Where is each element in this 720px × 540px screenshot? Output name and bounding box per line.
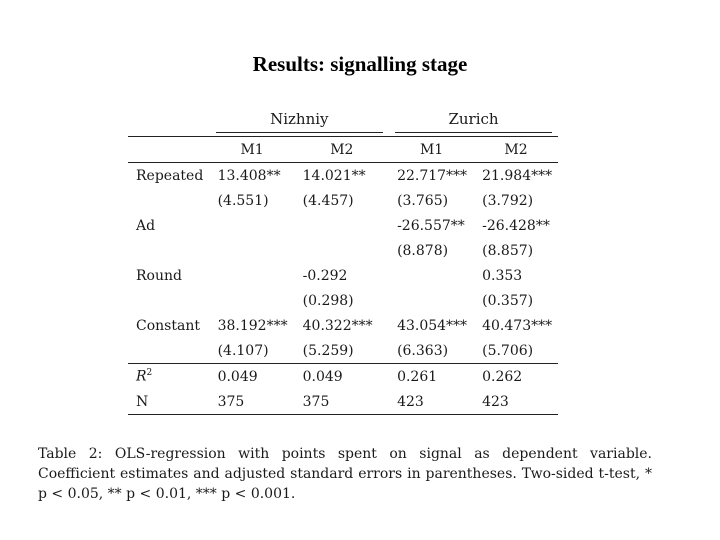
stat-row-r-squared <box>128 364 558 390</box>
table-row <box>128 238 558 263</box>
row-label: Repeated <box>136 167 204 184</box>
table-cell <box>389 288 474 313</box>
table-cell: (4.107) <box>217 342 269 359</box>
table-cell: 0.353 <box>482 267 523 284</box>
table-cell <box>210 213 295 238</box>
table-cell: -26.428** <box>482 217 550 234</box>
row-label: N <box>128 389 210 415</box>
row-label: Constant <box>136 317 200 334</box>
table-cell: 375 <box>295 389 389 415</box>
table-cell: 423 <box>474 389 558 415</box>
table-cell: 375 <box>210 389 295 415</box>
table-cell: 38.192*** <box>217 317 288 334</box>
row-label: $R^2$ <box>128 364 210 390</box>
table-cell: -26.557** <box>397 217 465 234</box>
table-cell <box>210 288 295 313</box>
table-cell <box>295 213 389 238</box>
table-cell: 43.054*** <box>397 317 468 334</box>
table-cell: 0.262 <box>474 364 558 390</box>
table-cell: 40.473*** <box>482 317 553 334</box>
model-header: M2 <box>474 137 558 163</box>
model-header-row <box>128 137 558 163</box>
row-label <box>128 338 210 364</box>
table-cell: 40.322*** <box>302 317 373 334</box>
table-cell: 13.408** <box>217 167 281 184</box>
group-header-nizhniy: Nizhniy <box>210 106 389 137</box>
table-row <box>128 263 558 288</box>
table-row <box>128 213 558 238</box>
row-label: Round <box>136 267 182 284</box>
stat-row-n <box>128 389 558 415</box>
table-cell: 0.049 <box>210 364 295 390</box>
table-cell: -0.292 <box>302 267 348 284</box>
table-cell: 22.717*** <box>397 167 468 184</box>
table-cell <box>389 263 474 288</box>
table-cell: 14.021** <box>302 167 366 184</box>
table-cell: (8.857) <box>482 242 534 259</box>
table-cell: 0.261 <box>389 364 474 390</box>
regression-table-container <box>128 106 558 415</box>
table-cell: (6.363) <box>397 342 449 359</box>
table-caption: Table 2: OLS-regression with points spent on signal as dependent variable. Coefficient estimates and adjusted standard errors in parentheses. Two-sided t-test, * p < 0.05, ** p < 0.01, *** p < 0.001. <box>38 446 652 502</box>
table-row <box>128 313 558 338</box>
group-header-zurich: Zurich <box>389 106 558 137</box>
table-cell <box>210 263 295 288</box>
row-label <box>128 238 210 263</box>
row-label: Ad <box>136 217 156 234</box>
model-header: M1 <box>210 137 295 163</box>
table-cell: (0.357) <box>482 292 534 309</box>
table-cell: (4.457) <box>302 192 354 209</box>
table-cell <box>210 238 295 263</box>
table-cell <box>295 238 389 263</box>
model-header: M2 <box>295 137 389 163</box>
table-cell: (3.765) <box>397 192 449 209</box>
table-cell: 21.984*** <box>482 167 553 184</box>
row-label <box>128 188 210 213</box>
table-cell: (5.259) <box>302 342 354 359</box>
table-cell: (5.706) <box>482 342 534 359</box>
table-row <box>128 288 558 313</box>
table-cell: (3.792) <box>482 192 534 209</box>
table-row <box>128 188 558 213</box>
table-row <box>128 338 558 364</box>
table-cell: (4.551) <box>217 192 269 209</box>
regression-table <box>128 106 558 415</box>
slide-title: Results: signalling stage <box>252 52 468 76</box>
table-row <box>128 163 558 189</box>
table-cell: 423 <box>389 389 474 415</box>
group-header-row <box>128 106 558 137</box>
table-cell: (0.298) <box>302 292 354 309</box>
table-cell: 0.049 <box>295 364 389 390</box>
model-header: M1 <box>389 137 474 163</box>
row-label <box>128 288 210 313</box>
table-cell: (8.878) <box>397 242 449 259</box>
